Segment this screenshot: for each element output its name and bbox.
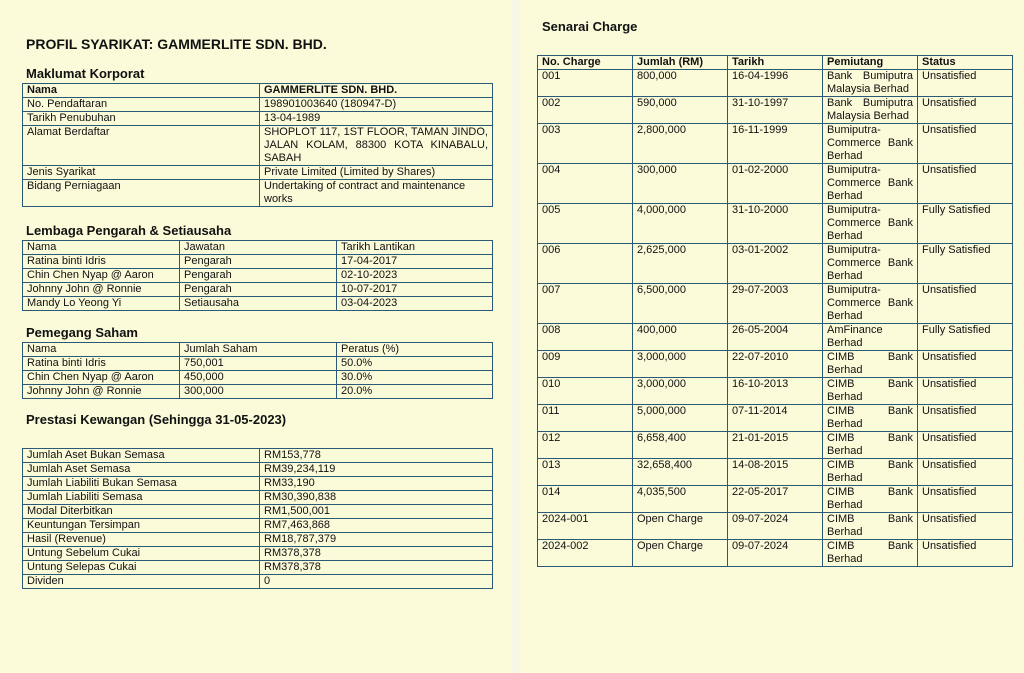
table-cell: Ratina binti Idris: [23, 255, 180, 269]
table-cell: Unsatisfied: [918, 486, 1013, 513]
table-cell: Mandy Lo Yeong Yi: [23, 297, 180, 311]
table-cell: 22-07-2010: [728, 351, 823, 378]
table-row: [538, 459, 1013, 486]
table-cell: 012: [538, 432, 633, 459]
table-cell: Bumiputra-Commerce Bank Berhad: [823, 124, 918, 164]
table-row: [538, 97, 1013, 124]
table-row: [538, 432, 1013, 459]
table-row: [23, 491, 493, 505]
table-header-row: [23, 241, 493, 255]
table-cell: Bank Bumiputra Malaysia Berhad: [823, 97, 918, 124]
table-cell: CIMB Bank Berhad: [823, 378, 918, 405]
field-value: SHOPLOT 117, 1ST FLOOR, TAMAN JINDO, JALAN KOLAM, 88300 KOTA KINABALU, SABAH: [260, 126, 493, 166]
table-cell: 009: [538, 351, 633, 378]
table-cell: Setiausaha: [180, 297, 337, 311]
board-table: [22, 240, 493, 311]
table-cell: Jumlah Aset Semasa: [23, 463, 260, 477]
field-label: Bidang Perniagaan: [23, 180, 260, 207]
field-value: 198901003640 (180947-D): [260, 98, 493, 112]
table-cell: 09-07-2024: [728, 540, 823, 567]
table-cell: Jumlah Liabiliti Bukan Semasa: [23, 477, 260, 491]
table-cell: Johnny John @ Ronnie: [23, 283, 180, 297]
field-label: Tarikh Penubuhan: [23, 112, 260, 126]
table-cell: Jumlah Liabiliti Semasa: [23, 491, 260, 505]
table-cell: Bumiputra-Commerce Bank Berhad: [823, 284, 918, 324]
table-row: [23, 357, 493, 371]
column-header: Peratus (%): [337, 343, 493, 357]
table-cell: Unsatisfied: [918, 97, 1013, 124]
table-cell: 6,658,400: [633, 432, 728, 459]
table-cell: CIMB Bank Berhad: [823, 405, 918, 432]
table-cell: 014: [538, 486, 633, 513]
table-row: [538, 164, 1013, 204]
table-row: [23, 505, 493, 519]
table-cell: Unsatisfied: [918, 70, 1013, 97]
table-cell: Bumiputra-Commerce Bank Berhad: [823, 164, 918, 204]
table-row: [23, 297, 493, 311]
table-cell: CIMB Bank Berhad: [823, 486, 918, 513]
table-cell: Unsatisfied: [918, 284, 1013, 324]
table-row: [23, 463, 493, 477]
table-cell: 2,800,000: [633, 124, 728, 164]
table-cell: RM30,390,838: [260, 491, 493, 505]
table-cell: 09-07-2024: [728, 513, 823, 540]
table-cell: 02-10-2023: [337, 269, 493, 283]
table-cell: 5,000,000: [633, 405, 728, 432]
table-cell: 003: [538, 124, 633, 164]
table-row: [23, 477, 493, 491]
financial-heading: Prestasi Kewangan (Sehingga 31-05-2023): [26, 412, 287, 427]
table-cell: 21-01-2015: [728, 432, 823, 459]
shareholders-table: [22, 342, 493, 399]
table-cell: 22-05-2017: [728, 486, 823, 513]
table-row: [23, 166, 493, 180]
table-cell: RM39,234,119: [260, 463, 493, 477]
field-value: GAMMERLITE SDN. BHD.: [260, 84, 493, 98]
table-row: [23, 98, 493, 112]
table-cell: RM378,378: [260, 561, 493, 575]
table-cell: 002: [538, 97, 633, 124]
field-label: Jenis Syarikat: [23, 166, 260, 180]
table-cell: 008: [538, 324, 633, 351]
table-row: [23, 255, 493, 269]
table-cell: RM18,787,379: [260, 533, 493, 547]
table-cell: Unsatisfied: [918, 459, 1013, 486]
table-cell: 400,000: [633, 324, 728, 351]
table-row: [23, 269, 493, 283]
table-cell: Bumiputra-Commerce Bank Berhad: [823, 204, 918, 244]
table-cell: 03-01-2002: [728, 244, 823, 284]
table-row: [23, 575, 493, 589]
table-cell: Open Charge: [633, 513, 728, 540]
table-row: [23, 533, 493, 547]
table-cell: Chin Chen Nyap @ Aaron: [23, 371, 180, 385]
table-cell: Jumlah Aset Bukan Semasa: [23, 449, 260, 463]
column-header: Jumlah Saham: [180, 343, 337, 357]
field-label: No. Pendaftaran: [23, 98, 260, 112]
table-cell: 750,001: [180, 357, 337, 371]
table-row: [538, 124, 1013, 164]
table-cell: 20.0%: [337, 385, 493, 399]
table-cell: Pengarah: [180, 283, 337, 297]
table-cell: Unsatisfied: [918, 405, 1013, 432]
table-cell: 007: [538, 284, 633, 324]
table-cell: 011: [538, 405, 633, 432]
table-cell: 300,000: [633, 164, 728, 204]
table-cell: Unsatisfied: [918, 432, 1013, 459]
financial-table: [22, 448, 493, 589]
table-cell: 2024-002: [538, 540, 633, 567]
table-cell: 004: [538, 164, 633, 204]
table-cell: Hasil (Revenue): [23, 533, 260, 547]
charge-table: [537, 55, 1013, 567]
table-cell: Ratina binti Idris: [23, 357, 180, 371]
table-cell: 590,000: [633, 97, 728, 124]
table-cell: 16-11-1999: [728, 124, 823, 164]
table-cell: 10-07-2017: [337, 283, 493, 297]
table-row: [538, 513, 1013, 540]
table-cell: 013: [538, 459, 633, 486]
page-title: PROFIL SYARIKAT: GAMMERLITE SDN. BHD.: [26, 36, 327, 52]
table-row: [23, 112, 493, 126]
table-cell: 29-07-2003: [728, 284, 823, 324]
table-row: [538, 324, 1013, 351]
table-cell: Fully Satisfied: [918, 244, 1013, 284]
table-cell: Unsatisfied: [918, 378, 1013, 405]
column-header: Nama: [23, 343, 180, 357]
column-header: Status: [918, 56, 1013, 70]
table-row: [23, 180, 493, 207]
field-value: Private Limited (Limited by Shares): [260, 166, 493, 180]
table-cell: 17-04-2017: [337, 255, 493, 269]
field-value: Undertaking of contract and maintenance works: [260, 180, 493, 207]
table-cell: Unsatisfied: [918, 351, 1013, 378]
table-cell: Chin Chen Nyap @ Aaron: [23, 269, 180, 283]
table-cell: Fully Satisfied: [918, 204, 1013, 244]
table-row: [23, 561, 493, 575]
table-cell: 16-04-1996: [728, 70, 823, 97]
table-row: [23, 519, 493, 533]
table-cell: Unsatisfied: [918, 164, 1013, 204]
table-cell: CIMB Bank Berhad: [823, 540, 918, 567]
table-row: [23, 126, 493, 166]
table-cell: CIMB Bank Berhad: [823, 351, 918, 378]
corporate-table: [22, 83, 493, 207]
table-row: [538, 540, 1013, 567]
table-cell: Pengarah: [180, 269, 337, 283]
table-cell: RM1,500,001: [260, 505, 493, 519]
table-cell: 006: [538, 244, 633, 284]
table-row: [538, 70, 1013, 97]
table-cell: 0: [260, 575, 493, 589]
table-cell: 4,035,500: [633, 486, 728, 513]
table-cell: CIMB Bank Berhad: [823, 459, 918, 486]
board-heading: Lembaga Pengarah & Setiausaha: [26, 223, 232, 238]
table-cell: 6,500,000: [633, 284, 728, 324]
table-row: [23, 449, 493, 463]
table-cell: RM7,463,868: [260, 519, 493, 533]
column-header: Nama: [23, 241, 180, 255]
table-row: [23, 547, 493, 561]
table-cell: 03-04-2023: [337, 297, 493, 311]
table-cell: CIMB Bank Berhad: [823, 513, 918, 540]
table-cell: Dividen: [23, 575, 260, 589]
table-cell: Keuntungan Tersimpan: [23, 519, 260, 533]
column-header: No. Charge: [538, 56, 633, 70]
table-row: [538, 378, 1013, 405]
table-cell: 010: [538, 378, 633, 405]
table-cell: Pengarah: [180, 255, 337, 269]
table-cell: Open Charge: [633, 540, 728, 567]
table-cell: 300,000: [180, 385, 337, 399]
table-cell: 2024-001: [538, 513, 633, 540]
column-header: Tarikh: [728, 56, 823, 70]
table-cell: Unsatisfied: [918, 124, 1013, 164]
table-cell: 31-10-1997: [728, 97, 823, 124]
table-cell: 50.0%: [337, 357, 493, 371]
table-cell: 30.0%: [337, 371, 493, 385]
table-cell: 3,000,000: [633, 351, 728, 378]
table-cell: 07-11-2014: [728, 405, 823, 432]
column-header: Jumlah (RM): [633, 56, 728, 70]
table-cell: RM378,378: [260, 547, 493, 561]
table-cell: 4,000,000: [633, 204, 728, 244]
table-row: [23, 84, 493, 98]
table-cell: 2,625,000: [633, 244, 728, 284]
table-cell: Unsatisfied: [918, 540, 1013, 567]
shareholders-heading: Pemegang Saham: [26, 325, 138, 340]
table-cell: 01-02-2000: [728, 164, 823, 204]
table-cell: Untung Sebelum Cukai: [23, 547, 260, 561]
table-row: [538, 204, 1013, 244]
table-cell: Bank Bumiputra Malaysia Berhad: [823, 70, 918, 97]
table-cell: 32,658,400: [633, 459, 728, 486]
field-label: Alamat Berdaftar: [23, 126, 260, 166]
table-row: [538, 486, 1013, 513]
table-row: [23, 371, 493, 385]
table-row: [538, 351, 1013, 378]
table-cell: 31-10-2000: [728, 204, 823, 244]
table-cell: CIMB Bank Berhad: [823, 432, 918, 459]
column-header: Tarikh Lantikan: [337, 241, 493, 255]
corporate-heading: Maklumat Korporat: [26, 66, 145, 81]
table-cell: 001: [538, 70, 633, 97]
table-cell: Untung Selepas Cukai: [23, 561, 260, 575]
table-cell: Unsatisfied: [918, 513, 1013, 540]
table-cell: 14-08-2015: [728, 459, 823, 486]
table-cell: 3,000,000: [633, 378, 728, 405]
field-label: Nama: [23, 84, 260, 98]
table-cell: 26-05-2004: [728, 324, 823, 351]
table-cell: RM33,190: [260, 477, 493, 491]
table-cell: 005: [538, 204, 633, 244]
table-cell: Johnny John @ Ronnie: [23, 385, 180, 399]
table-row: [23, 385, 493, 399]
table-row: [23, 283, 493, 297]
table-header-row: [538, 56, 1013, 70]
table-row: [538, 244, 1013, 284]
table-cell: Fully Satisfied: [918, 324, 1013, 351]
table-cell: Modal Diterbitkan: [23, 505, 260, 519]
table-cell: Bumiputra-Commerce Bank Berhad: [823, 244, 918, 284]
field-value: 13-04-1989: [260, 112, 493, 126]
table-cell: 800,000: [633, 70, 728, 97]
charge-heading: Senarai Charge: [542, 19, 638, 34]
table-cell: 450,000: [180, 371, 337, 385]
table-cell: AmFinance Berhad: [823, 324, 918, 351]
table-row: [538, 405, 1013, 432]
charge-list-page: [520, 0, 1024, 673]
table-header-row: [23, 343, 493, 357]
column-header: Jawatan: [180, 241, 337, 255]
column-header: Pemiutang: [823, 56, 918, 70]
table-cell: 16-10-2013: [728, 378, 823, 405]
table-row: [538, 284, 1013, 324]
table-cell: RM153,778: [260, 449, 493, 463]
